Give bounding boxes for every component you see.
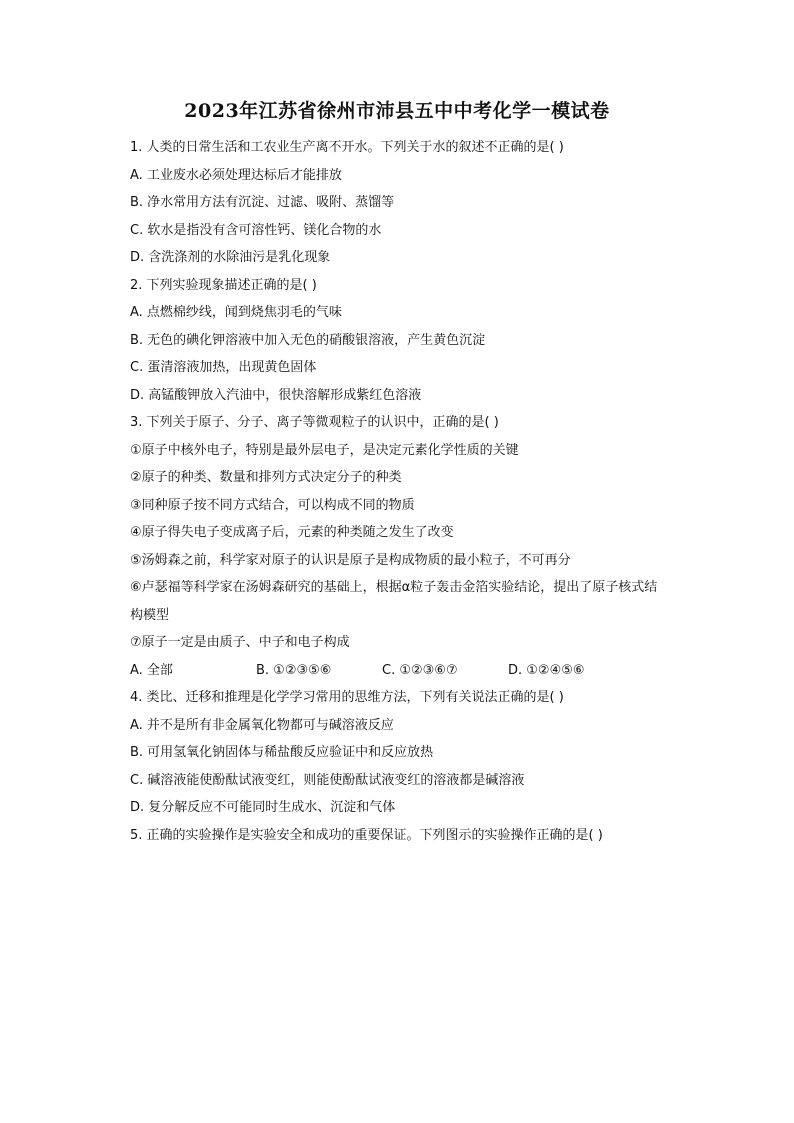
question-1-option-b: B. 净水常用方法有沉淀、过滤、吸附、蒸馏等: [130, 195, 395, 210]
question-3-statement-6: ⑥卢瑟福等科学家在汤姆森研究的基础上，根据α粒子轰击金箔实验结论，提出了原子核式结: [130, 580, 658, 595]
question-3-option-d: D. ①②④⑤⑥: [508, 662, 585, 678]
question-5-stem: 5. 正确的实验操作是实验安全和成功的重要保证。下列图示的实验操作正确的是( ): [130, 827, 603, 843]
question-2-option-a: A. 点燃棉纱线，闻到烧焦羽毛的气味: [130, 305, 342, 320]
question-3-statement-1: ①原子中核外电子，特别是最外层电子，是决定元素化学性质的关键: [130, 442, 519, 458]
question-2-stem: 2. 下列实验现象描述正确的是( ): [130, 277, 317, 293]
question-3-statement-3: ③同种原子按不同方式结合，可以构成不同的物质: [130, 497, 415, 513]
question-3-options: [130, 657, 710, 685]
question-4-stem: 4. 类比、迁移和推理是化学学习常用的思维方法，下列有关说法正确的是( ): [130, 690, 564, 705]
question-4-option-a: A. 并不是所有非金属氧化物都可与碱溶液反应: [130, 717, 394, 733]
page-title: 2023年江苏省徐州市沛县五中中考化学一模试卷: [184, 100, 610, 122]
question-2-option-d: D. 高锰酸钾放入汽油中，很快溶解形成紫红色溶液: [130, 387, 422, 403]
question-2-option-b: B. 无色的碘化钾溶液中加入无色的硝酸银溶液，产生黄色沉淀: [130, 332, 486, 348]
question-3-option-b: B. ①②③⑤⑥: [256, 662, 332, 678]
question-3-statement-6-cont: 构模型: [130, 607, 170, 623]
question-3-statement-7: ⑦原子一定是由质子、中子和电子构成: [130, 635, 350, 650]
question-body: [130, 134, 710, 849]
question-4-option-b: B. 可用氢氧化钠固体与稀盐酸反应验证中和反应放热: [130, 745, 434, 760]
question-1-option-d: D. 含洗涤剂的水除油污是乳化现象: [130, 250, 331, 265]
question-1-option-a: A. 工业废水必须处理达标后才能排放: [130, 167, 342, 183]
question-3-statement-4: ④原子得失电子变成离子后，元素的种类随之发生了改变: [130, 525, 454, 540]
question-4-option-d: D. 复分解反应不可能同时生成水、沉淀和气体: [130, 800, 396, 815]
question-4-option-c: C. 碱溶液能使酚酞试液变红，则能使酚酞试液变红的溶液都是碱溶液: [130, 772, 525, 788]
question-3-option-a: A. 全部: [130, 662, 173, 678]
question-3-statement-5: ⑤汤姆森之前，科学家对原子的认识是原子是构成物质的最小粒子，不可再分: [130, 552, 571, 568]
question-1-option-c: C. 软水是指没有含可溶性钙、镁化合物的水: [130, 222, 382, 238]
question-3-option-c: C. ①②③⑥⑦: [382, 662, 458, 678]
question-1-stem: 1. 人类的日常生活和工农业生产离不开水。下列关于水的叙述不正确的是( ): [130, 140, 564, 155]
question-3-statement-2: ②原子的种类、数量和排列方式决定分子的种类: [130, 470, 402, 485]
question-2-option-c: C. 蛋清溶液加热，出现黄色固体: [130, 360, 317, 375]
question-3-stem: 3. 下列关于原子、分子、离子等微观粒子的认识中，正确的是( ): [130, 415, 499, 430]
